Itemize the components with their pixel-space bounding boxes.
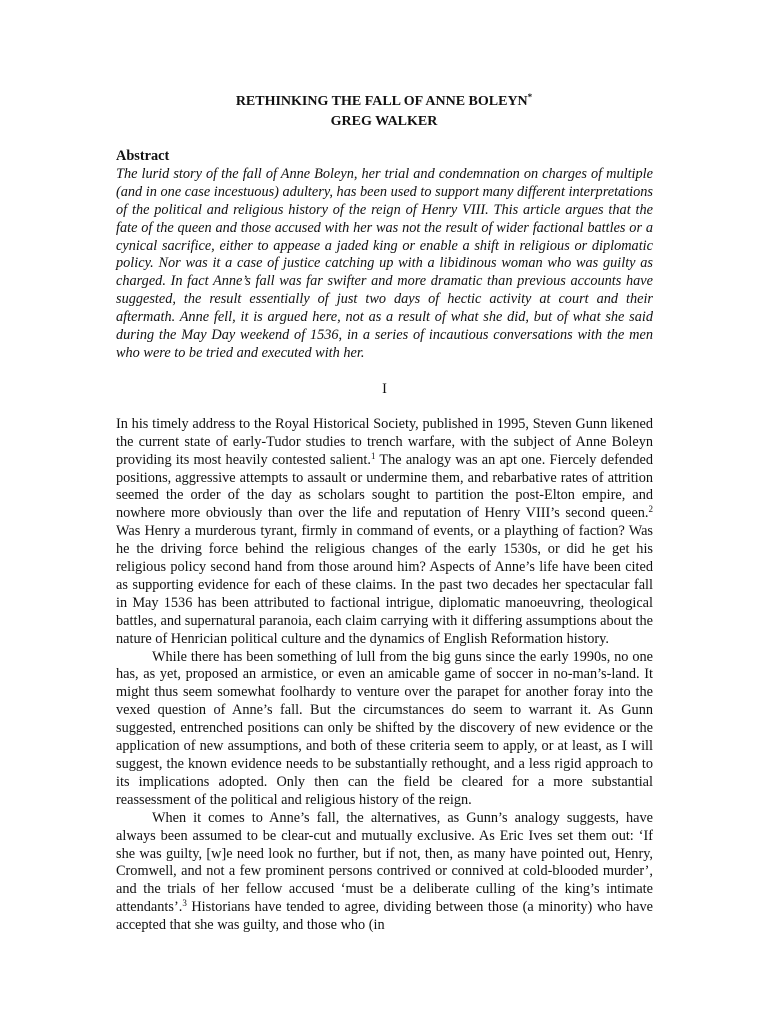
abstract-heading: Abstract xyxy=(116,148,170,164)
abstract-text: The lurid story of the fall of Anne Boleyn, her trial and condemnation on charges of multiple (and in one case incestuous) adultery, has been used to support many different interpretations of the political and religious history of the reign of Henry VIII. This article argues that the fate of the queen and those accused with her was not the result of wider factional battles or a cynical sacrifice, either to appease a jaded king or enable a shift in religious or diplomatic policy. Nor was it a case of justice catching up with a libidinous woman who was guilty as charged. In fact Anne’s fall was far swifter and more dramatic than previous accounts have suggested, the result essentially of just two days of hectic activity at court and their aftermath. Anne fell, it is argued here, not as a result of what she did, but of what she said during the May Day weekend of 1536, in a series of incautious conversations with the men who were to be tried and executed with her. xyxy=(116,165,653,361)
article-title-text: RETHINKING THE FALL OF ANNE BOLEYN xyxy=(235,94,528,109)
article-title xyxy=(0,92,768,112)
paragraph-text: When it comes to Anne’s fall, the alternatives, as Gunn’s analogy suggests, have always been assumed to be clear-cut and mutually exclusive. As Eric Ives set them out: ‘If she was guilty, [w]e need look no further, but if not, then, as many have pointed out, Henry, Cromwell, and not a few prominent persons contrived or connived at cold-blooded murder’, and the trials of her fellow accused ‘must be a deliberate culling of the king’s intimate attendants’. xyxy=(116,809,653,916)
body-paragraph-3 xyxy=(116,810,653,935)
body-paragraph-1 xyxy=(116,416,653,649)
title-footnote-marker: * xyxy=(527,92,533,102)
paragraph-text: Historians have tended to agree, dividing between those (a minority) who have accepted that she was guilty, and those who (in xyxy=(116,899,653,934)
paragraph-text: The analogy was an apt one. Fiercely defended positions, aggressive attempts to assault or undermine them, and rebarbative rates of attrition seemed the order of the day as scholars sought to partition the post-Elton empire, and nowhere more obviously than over the life and reputation of Henry VIII’s second queen. xyxy=(116,451,653,522)
paragraph-text: Was Henry a murderous tyrant, firmly in command of events, or a plaything of faction? Was he the driving force behind the religious changes of the early 1530s, or did he get his religious policy second hand from those around him? Aspects of Anne’s life have been cited as supporting evidence for each of these claims. In the past two decades her spectacular fall in May 1536 has been attributed to factional intrigue, diplomatic manoeuvring, theological battles, and supernatural paranoia, each claim carrying with it differing assumptions about the nature of Henrician political culture and the dynamics of English Reformation history. xyxy=(116,523,653,647)
footnote-ref-3[interactable]: 3 xyxy=(182,898,187,909)
section-numeral: I xyxy=(382,380,387,397)
title-block xyxy=(0,92,768,132)
body-paragraph-2: While there has been something of lull from the big guns since the early 1990s, no one has, as yet, proposed an armistice, or even an amicable game of soccer in no-man’s-land. It might thus seem somewhat foolhardy to venture over the parapet for another foray into the vexed question of Anne’s fall. But the circumstances do seem to warrant it. As Gunn suggested, entrenched positions can only be shifted by the discovery of new evidence or the application of new assumptions, and both of these criteria seem to apply, or at least, as I will suggest, the known evidence needs to be substantially rethought, and a less rigid approach to its implications adopted. Only then can the field be cleared for a more substantial reassessment of the political and religious history of the reign. xyxy=(116,648,653,808)
footnote-ref-2[interactable]: 2 xyxy=(648,504,653,515)
paragraph-text: In his timely address to the Royal Historical Society, published in 1995, Steven Gunn likened the current state of early-Tudor studies to trench warfare, with the subject of Anne Boleyn providing its most heavily contested salient. xyxy=(116,415,653,468)
footnote-ref-1[interactable]: 1 xyxy=(370,450,376,461)
article-author: GREG WALKER xyxy=(330,114,438,129)
article-content xyxy=(116,148,653,935)
